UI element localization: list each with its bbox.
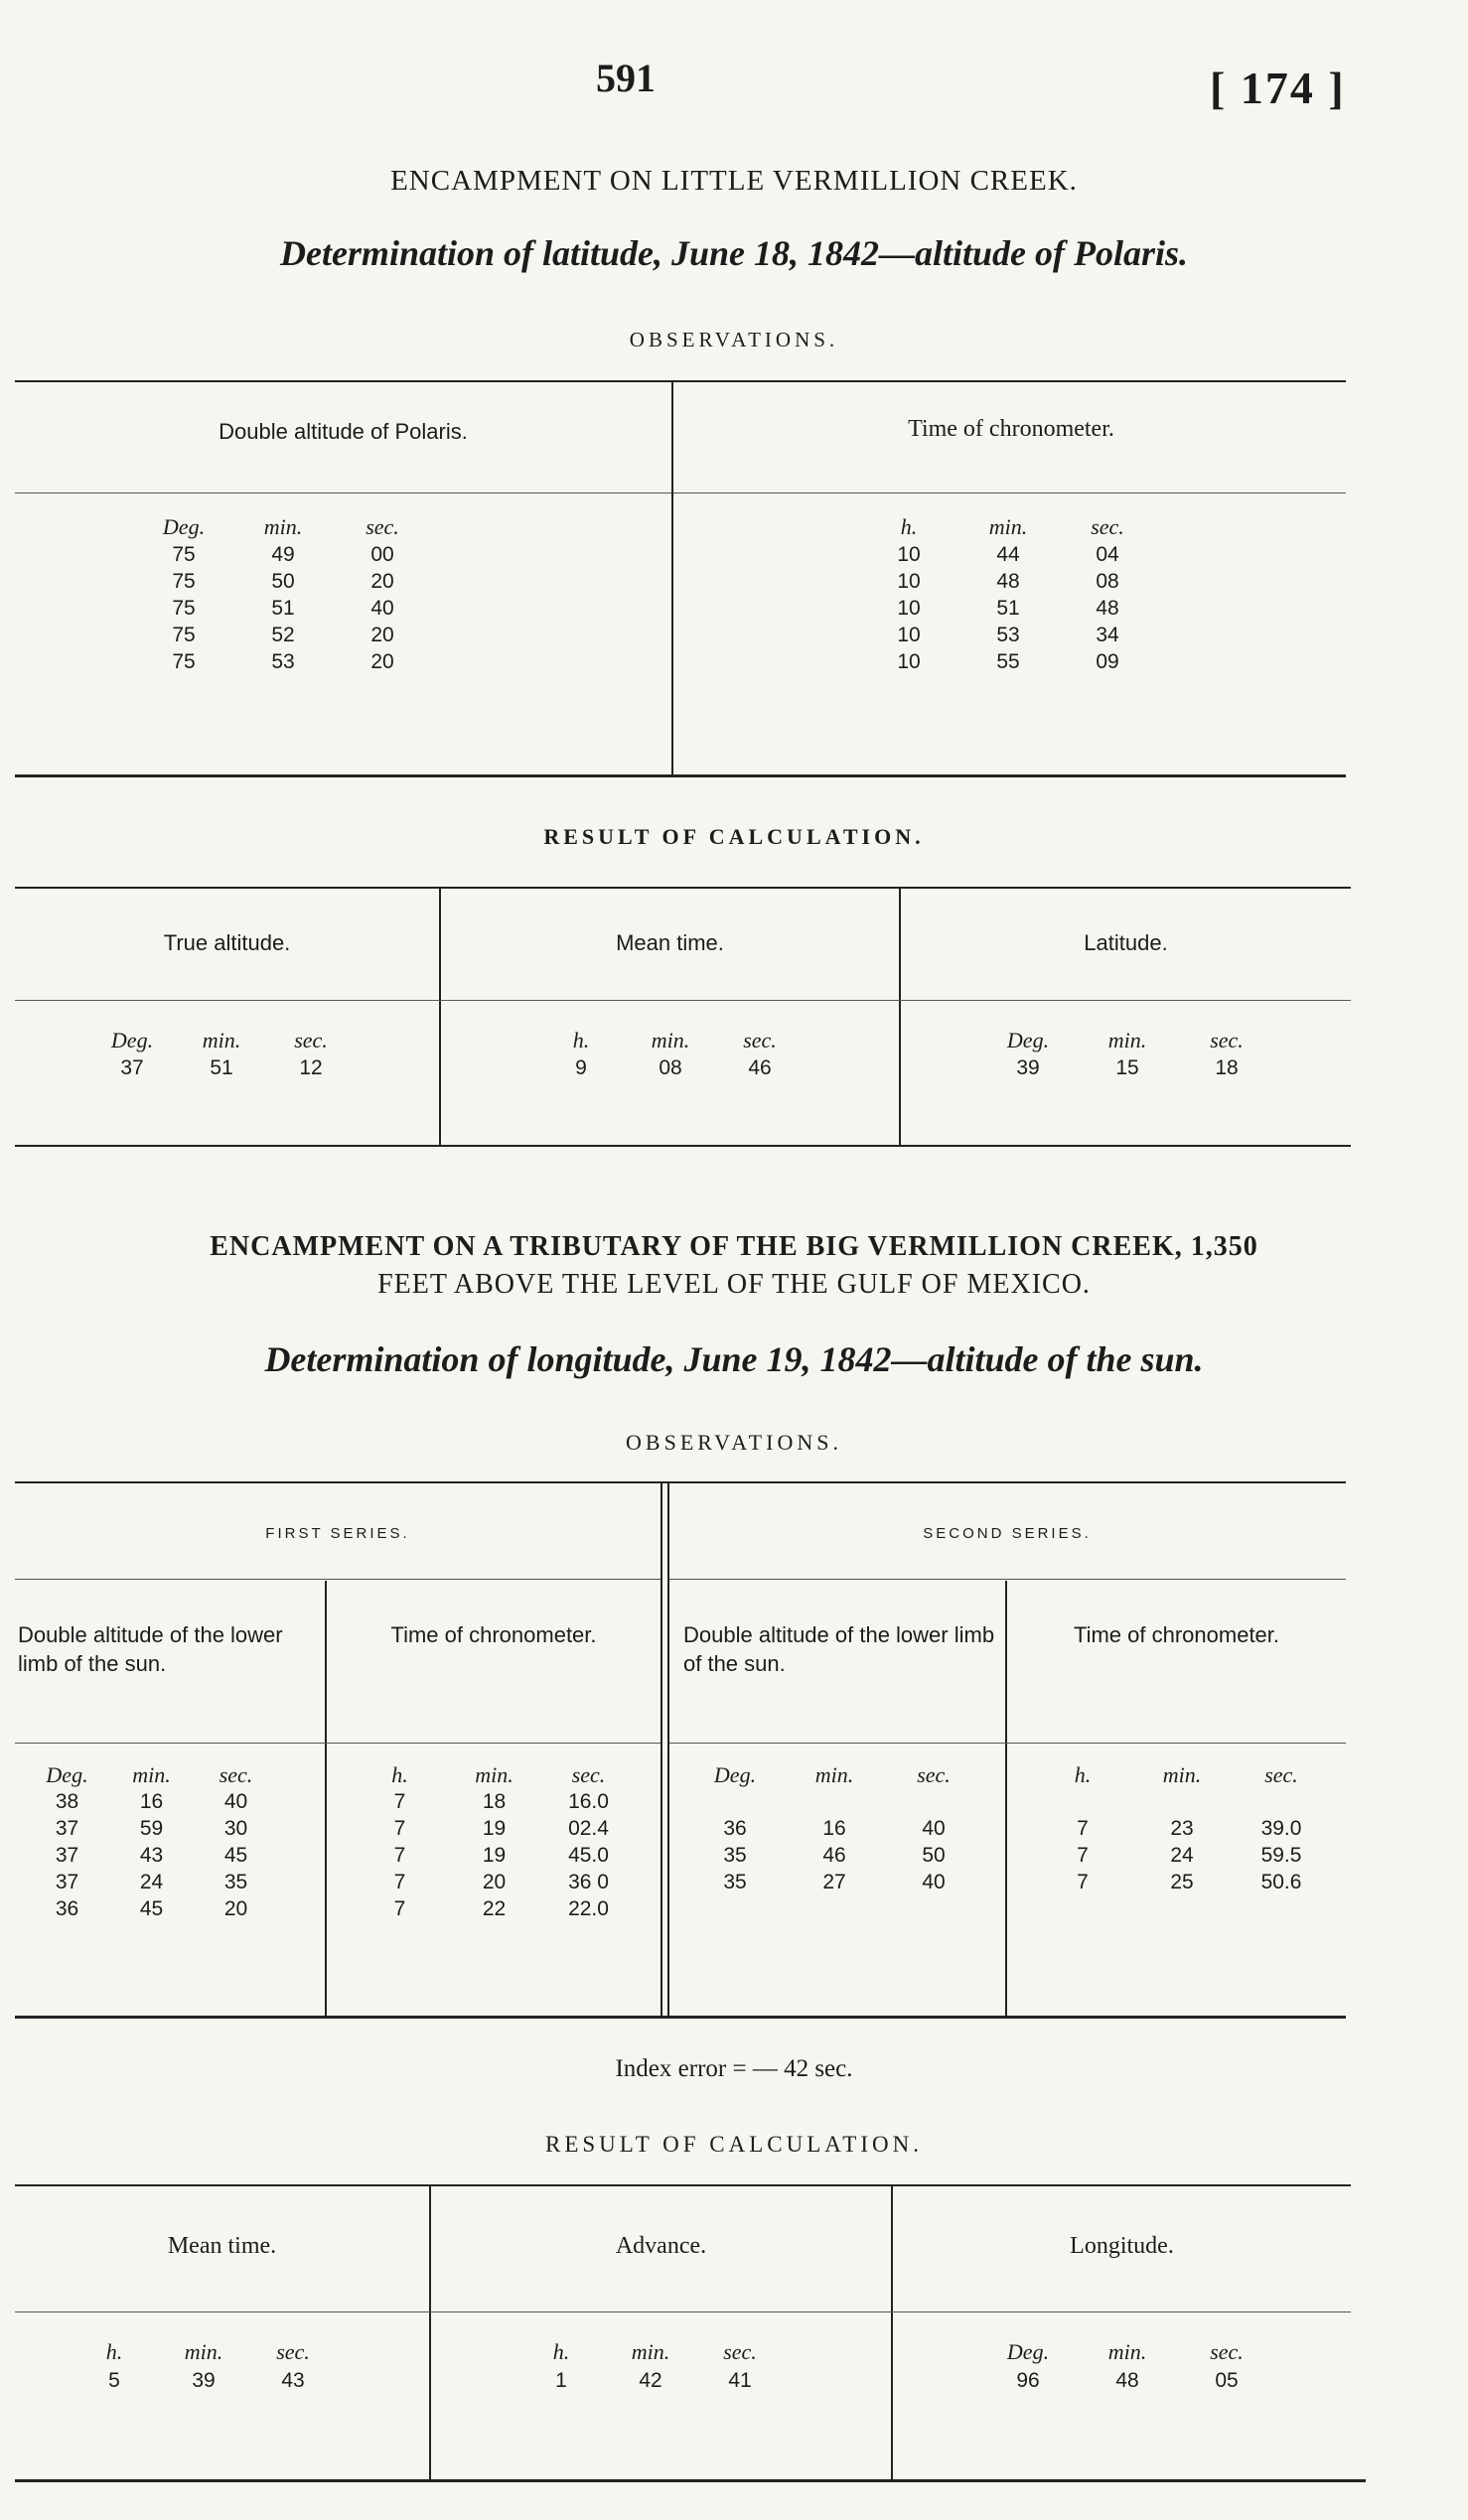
- cell-value: 49: [271, 543, 295, 566]
- first-time-row: [353, 1844, 636, 1868]
- unit-label: min.: [651, 1028, 690, 1052]
- section2-heading-line1: ENCAMPMENT ON A TRIBUTARY OF THE BIG VERMILLION CREEK, 1,350: [210, 1231, 1258, 1262]
- section2-observations-label: OBSERVATIONS.: [626, 1430, 842, 1455]
- first-series-label: FIRST SERIES.: [265, 1525, 410, 1542]
- unit-label: min.: [1162, 1762, 1202, 1787]
- cell-value: 00: [370, 543, 394, 566]
- header-second-double-altitude: Double altitude of the lower limb of the sun.: [683, 1622, 995, 1676]
- cell-value: 39: [1016, 1056, 1040, 1079]
- polaris-altitude-row: [134, 624, 432, 647]
- cell-value: 36: [723, 1817, 747, 1840]
- cell-value: 34: [1096, 624, 1119, 646]
- cell-value: 46: [822, 1844, 846, 1867]
- header-longitude: Longitude.: [1070, 2233, 1174, 2259]
- polaris-time-row: [859, 624, 1157, 647]
- unit-label: sec.: [294, 1028, 328, 1052]
- cell-value: 25: [1170, 1871, 1194, 1893]
- cell-value: 50: [271, 570, 295, 593]
- cell-value: 40: [223, 1790, 248, 1813]
- unit-label: min.: [132, 1762, 171, 1787]
- header-mean-time-2: Mean time.: [167, 2233, 277, 2259]
- cell-value: 20: [370, 624, 394, 646]
- cell-value: 5: [108, 2369, 120, 2392]
- first-time-row: [353, 1871, 636, 1894]
- cell-value: 96: [1016, 2369, 1040, 2392]
- cell-value: 42: [639, 2369, 662, 2392]
- cell-value: 59.5: [1260, 1844, 1302, 1867]
- unit-label: sec.: [723, 2339, 757, 2364]
- cell-value: 02.4: [568, 1817, 609, 1840]
- cell-value: 10: [897, 543, 921, 566]
- cell-value: 53: [271, 650, 295, 673]
- cell-value: 7: [393, 1897, 406, 1920]
- polaris-time-row: [859, 597, 1157, 621]
- cell-value: 16: [822, 1817, 846, 1840]
- polaris-altitude-row: [134, 597, 432, 621]
- result-units: [978, 1028, 1276, 1053]
- unit-label: min.: [1107, 1028, 1147, 1052]
- cell-value: 37: [55, 1817, 79, 1840]
- first-altitude-row: [25, 1844, 278, 1868]
- cell-value: 10: [897, 597, 921, 620]
- result-values: [536, 1056, 805, 1080]
- cell-value: 22: [482, 1897, 507, 1920]
- cell-value: 18: [482, 1790, 507, 1813]
- second-time-row: [1033, 1844, 1331, 1868]
- cell-value: 55: [996, 650, 1020, 673]
- unit-label: Deg.: [713, 1762, 757, 1787]
- page-number: 591: [596, 56, 656, 100]
- header-true-altitude: True altitude.: [163, 930, 291, 955]
- second-altitude-row: [685, 1871, 983, 1894]
- cell-value: 7: [393, 1817, 406, 1840]
- section1-heading: ENCAMPMENT ON LITTLE VERMILLION CREEK.: [390, 165, 1078, 197]
- cell-value: 7: [1077, 1844, 1089, 1867]
- cell-value: 7: [393, 1790, 406, 1813]
- cell-value: 50: [922, 1844, 946, 1867]
- result-units: [978, 2339, 1276, 2365]
- cell-value: 10: [897, 650, 921, 673]
- cell-value: 18: [1215, 1056, 1239, 1079]
- unit-label: sec.: [1210, 2339, 1244, 2364]
- sun-units: [25, 1762, 278, 1788]
- second-altitude-row: [685, 1844, 983, 1868]
- first-altitude-row: [25, 1817, 278, 1841]
- cell-value: 35: [723, 1871, 747, 1893]
- unit-label: Deg.: [1006, 2339, 1050, 2364]
- cell-value: 48: [1096, 597, 1119, 620]
- header-double-altitude-polaris: Double altitude of Polaris.: [219, 419, 468, 444]
- cell-value: 12: [299, 1056, 323, 1079]
- page-bracket-number: [ 174 ]: [1210, 63, 1346, 113]
- polaris-altitude-row: [134, 650, 432, 674]
- cell-value: 7: [393, 1871, 406, 1893]
- cell-value: 22.0: [568, 1897, 609, 1920]
- unit-label: h.: [105, 2339, 123, 2364]
- result-values: [978, 1056, 1276, 1080]
- cell-value: 43: [139, 1844, 164, 1867]
- left-units: Deg. min. sec.: [162, 514, 399, 539]
- unit-label: sec.: [571, 1762, 606, 1787]
- cell-value: 50.6: [1260, 1871, 1302, 1893]
- result-units: [516, 2339, 785, 2365]
- cell-value: 51: [271, 597, 295, 620]
- unit-label: h.: [391, 1762, 408, 1787]
- result-units: [70, 2339, 338, 2365]
- cell-value: 52: [271, 624, 295, 646]
- unit-label: min.: [814, 1762, 854, 1787]
- cell-value: 75: [172, 624, 196, 646]
- result-values: [516, 2369, 785, 2393]
- second-time-row: [1033, 1817, 1331, 1841]
- cell-value: 7: [393, 1844, 406, 1867]
- cell-value: 36: [55, 1897, 79, 1920]
- result-values: [978, 2369, 1276, 2393]
- result-units: [87, 1028, 356, 1053]
- cell-value: 30: [223, 1817, 248, 1840]
- cell-value: 46: [748, 1056, 772, 1079]
- result-values: [87, 1056, 356, 1080]
- cell-value: 75: [172, 597, 196, 620]
- cell-value: 16.0: [568, 1790, 609, 1813]
- result-values: [70, 2369, 338, 2393]
- polaris-time-row: [859, 570, 1157, 594]
- unit-label: sec.: [1210, 1028, 1244, 1052]
- header-time-chronometer: Time of chronometer.: [908, 416, 1114, 442]
- cell-value: 04: [1096, 543, 1119, 566]
- cell-value: 24: [1170, 1844, 1194, 1867]
- unit-label: h.: [552, 2339, 570, 2364]
- cell-value: 09: [1096, 650, 1119, 673]
- cell-value: 9: [575, 1056, 587, 1079]
- cell-value: 7: [1077, 1871, 1089, 1893]
- right-units: h. min. sec.: [900, 514, 1124, 539]
- section1-result-label: RESULT OF CALCULATION.: [543, 824, 925, 849]
- cell-value: 40: [370, 597, 394, 620]
- cell-value: 1: [555, 2369, 567, 2392]
- cell-value: 20: [223, 1897, 248, 1920]
- cell-value: 20: [370, 650, 394, 673]
- cell-value: 05: [1215, 2369, 1239, 2392]
- cell-value: 75: [172, 650, 196, 673]
- unit-label: sec.: [219, 1762, 253, 1787]
- polaris-altitude-row: [134, 570, 432, 594]
- cell-value: 20: [370, 570, 394, 593]
- cell-value: 19: [482, 1844, 507, 1867]
- unit-label: Deg.: [110, 1028, 154, 1052]
- cell-value: 59: [139, 1817, 164, 1840]
- cell-value: 08: [1096, 570, 1119, 593]
- cell-value: 37: [120, 1056, 144, 1079]
- cell-value: 27: [822, 1871, 846, 1893]
- cell-value: 19: [482, 1817, 507, 1840]
- cell-value: 43: [281, 2369, 305, 2392]
- cell-value: 39.0: [1260, 1817, 1302, 1840]
- unit-label: min.: [1107, 2339, 1147, 2364]
- first-altitude-row: [25, 1790, 278, 1814]
- cell-value: 35: [223, 1871, 248, 1893]
- second-altitude-row: [685, 1817, 983, 1841]
- first-altitude-row: [25, 1897, 278, 1921]
- unit-label: sec.: [743, 1028, 777, 1052]
- header-second-time: Time of chronometer.: [1073, 1622, 1280, 1647]
- polaris-altitude-row: [134, 543, 432, 567]
- unit-label: min.: [631, 2339, 670, 2364]
- section2-subheading: Determination of longitude, June 19, 1842—altitude of the sun.: [264, 1339, 1204, 1379]
- cell-value: 48: [1115, 2369, 1139, 2392]
- unit-label: Deg.: [1006, 1028, 1050, 1052]
- cell-value: 75: [172, 570, 196, 593]
- second-series-label: SECOND SERIES.: [923, 1525, 1092, 1542]
- unit-label: sec.: [1264, 1762, 1298, 1787]
- first-time-row: [353, 1817, 636, 1841]
- header-first-time: Time of chronometer.: [390, 1622, 597, 1647]
- sun-units: [1033, 1762, 1331, 1788]
- section2-heading-line2: FEET ABOVE THE LEVEL OF THE GULF OF MEXICO.: [377, 1269, 1091, 1300]
- header-first-double-altitude: Double altitude of the lower limb of the sun.: [18, 1622, 283, 1676]
- section2-result-label: RESULT OF CALCULATION.: [544, 2132, 923, 2157]
- first-time-row: [353, 1897, 636, 1921]
- cell-value: 37: [55, 1871, 79, 1893]
- cell-value: 45: [139, 1897, 164, 1920]
- cell-value: 10: [897, 570, 921, 593]
- cell-value: 36 0: [568, 1871, 609, 1893]
- cell-value: 41: [728, 2369, 752, 2392]
- unit-label: sec.: [276, 2339, 310, 2364]
- section1-observations-label: OBSERVATIONS.: [629, 328, 839, 351]
- cell-value: 44: [996, 543, 1020, 566]
- cell-value: 24: [139, 1871, 164, 1893]
- cell-value: 40: [922, 1817, 946, 1840]
- cell-value: 37: [55, 1844, 79, 1867]
- cell-value: 45: [223, 1844, 248, 1867]
- unit-label: h.: [1074, 1762, 1092, 1787]
- second-time-row: [1033, 1871, 1331, 1894]
- sun-units: [685, 1762, 983, 1788]
- result-units: [536, 1028, 805, 1053]
- first-time-row: [353, 1790, 636, 1814]
- section1-subheading: Determination of latitude, June 18, 1842—altitude of Polaris.: [279, 233, 1189, 273]
- cell-value: 51: [996, 597, 1020, 620]
- header-advance: Advance.: [615, 2233, 707, 2259]
- sun-units: [353, 1762, 636, 1788]
- index-error-note: Index error = — 42 sec.: [615, 2055, 853, 2082]
- cell-value: 51: [210, 1056, 233, 1079]
- unit-label: sec.: [917, 1762, 951, 1787]
- header-latitude: Latitude.: [1084, 930, 1168, 955]
- cell-value: 7: [1077, 1817, 1089, 1840]
- first-altitude-row: [25, 1871, 278, 1894]
- header-mean-time: Mean time.: [616, 930, 724, 955]
- cell-value: 35: [723, 1844, 747, 1867]
- cell-value: 38: [55, 1790, 79, 1813]
- unit-label: h.: [572, 1028, 590, 1052]
- cell-value: 39: [192, 2369, 216, 2392]
- cell-value: 16: [139, 1790, 164, 1813]
- unit-label: min.: [475, 1762, 514, 1787]
- polaris-time-row: [859, 543, 1157, 567]
- unit-label: Deg.: [46, 1762, 88, 1787]
- cell-value: 53: [996, 624, 1020, 646]
- cell-value: 20: [482, 1871, 507, 1893]
- unit-label: min.: [202, 1028, 241, 1052]
- cell-value: 15: [1115, 1056, 1139, 1079]
- unit-label: min.: [184, 2339, 223, 2364]
- cell-value: 45.0: [568, 1844, 609, 1867]
- cell-value: 23: [1170, 1817, 1194, 1840]
- cell-value: 10: [897, 624, 921, 646]
- polaris-time-row: [859, 650, 1157, 674]
- cell-value: 75: [172, 543, 196, 566]
- cell-value: 08: [659, 1056, 682, 1079]
- cell-value: 40: [922, 1871, 946, 1893]
- cell-value: 48: [996, 570, 1020, 593]
